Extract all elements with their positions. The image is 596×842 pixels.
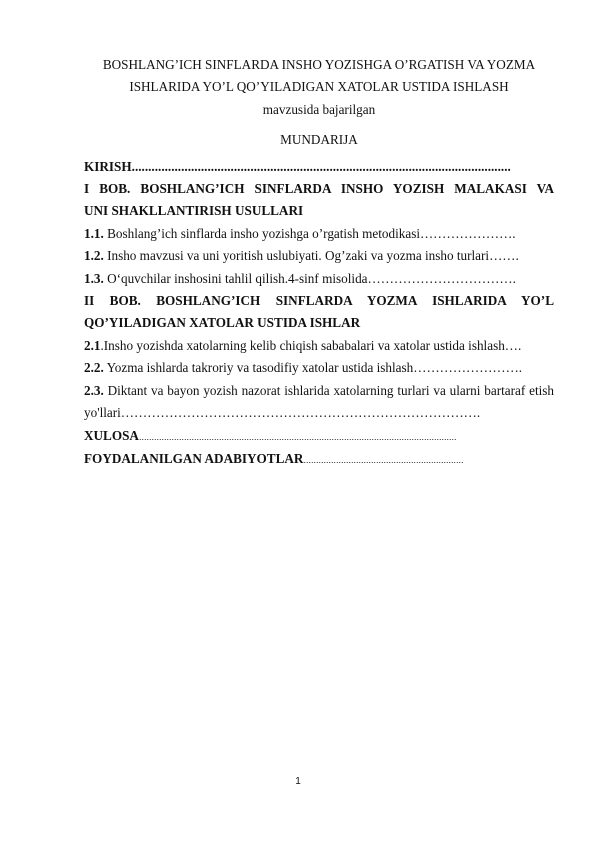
toc-entry-conclusion [84,425,554,448]
toc-entry-2-2-text: Yozma ishlarda takroriy va tasodifiy xatolar ustida ishlash……………………. [103,360,523,376]
toc-entry-1-3 [84,268,554,290]
toc-entry-1-2-number: 1.2. [84,248,104,264]
toc-heading: MUNDARIJA [280,132,358,148]
toc-entry-1-1-number: 1.1. [84,225,104,241]
toc-entry-1-3-text: O‘quvchilar inshosini tahlil qilish.4-sinf misolida……………………………. [103,270,516,286]
toc-chapter-2-line-1: II BOB. BOSHLANG’ICH SINFLARDA YOZMA ISHLARIDA YO’L [84,293,554,309]
toc-references-dots: ................................................................ [303,454,464,465]
toc-intro-label: KIRISH [84,158,132,174]
toc-chapter-2-line-2: QO’YILADIGAN XATOLAR USTIDA ISHLAR [84,315,361,331]
toc-references-label: FOYDALANILGAN ADABIYOTLAR [84,450,304,466]
toc-chapter-1-line-2: UNI SHAKLLANTIRISH USULLARI [84,203,304,219]
toc-entry-2-3 [84,380,554,425]
document-page [84,54,554,471]
document-title-line-1: BOSHLANG’ICH SINFLARDA INSHO YOZISHGA O’RGATISH VA YOZMA [102,57,536,72]
toc-entry-2-2-number: 2.2. [84,360,104,376]
toc-conclusion-dots: ............................................................................................................................... [138,431,457,442]
toc-entry-2-1 [84,335,554,357]
document-title-line-2: ISHLARIDA YO’L QO’YILADIGAN XATOLAR USTIDA ISHLASH [129,79,509,95]
toc-entry-1-1 [84,223,554,245]
toc-entry-1-2-text: Insho mavzusi va uni yoritish uslubiyati. Og’zaki va yozma insho turlari……. [103,248,519,264]
toc-chapter-1-line-1: I BOB. BOSHLANG’ICH SINFLARDA INSHO YOZISH MALAKASI VA [84,181,554,197]
document-subtitle: mavzusida bajarilgan [262,101,376,117]
toc-entry-1-3-number: 1.3. [84,270,104,286]
toc-entry-2-3-number: 2.3. [84,382,104,398]
toc-entry-intro [84,156,554,178]
page-number: 1 [295,776,301,787]
toc-entry-1-1-text: Boshlang’ich sinflarda insho yozishga o’rgatish metodikasi…………………. [103,225,516,241]
toc-entry-2-1-number: 2.1 [84,337,101,353]
toc-entry-2-3-text: Diktant va bayon yozish nazorat ishlarida xatolarning turlari va ularni bartaraf etish yo'llari………………………………………………………………………. [84,382,554,421]
toc-conclusion-label: XULOSA [84,427,139,443]
toc-intro-dots: ................................................................................................................... [131,158,511,174]
toc-entry-references [84,448,554,471]
toc-entry-2-2 [84,357,554,379]
toc-entry-2-1-text: .Insho yozishda xatolarning kelib chiqish sababalari va xatolar ustida ishlash…. [100,337,522,353]
toc-entry-1-2 [84,245,554,267]
